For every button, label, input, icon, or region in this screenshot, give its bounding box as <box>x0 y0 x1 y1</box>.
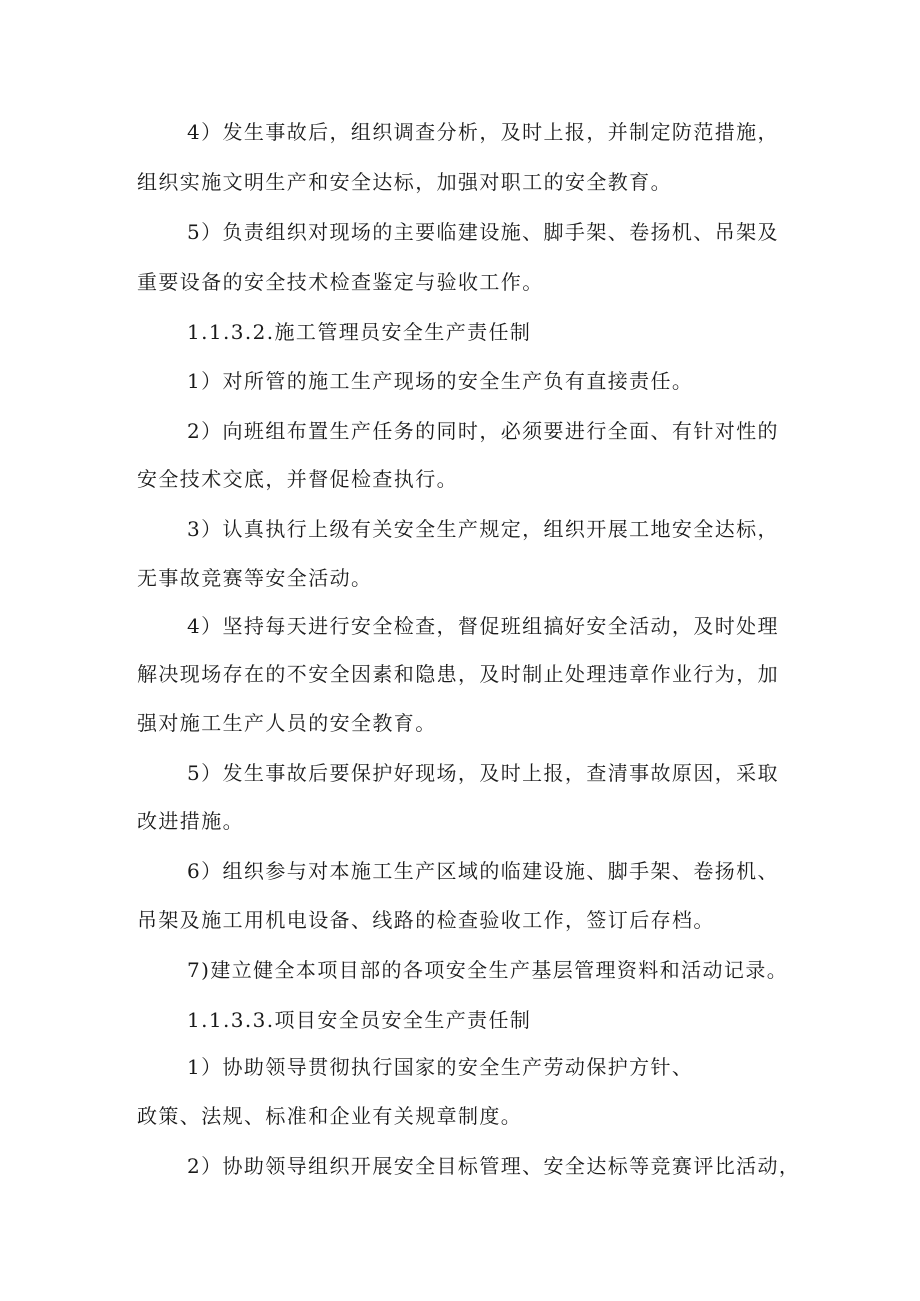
text-line-16: 6）组织参与对本施工生产区域的临建设施、脚手架、卷扬机、 <box>187 859 779 883</box>
text-line-12: 解决现场存在的不安全因素和隐患，及时制止处理违章作业行为，加 <box>137 662 779 686</box>
section-heading-1-1-3-3: 1.1.3.3.项目安全员安全生产责任制 <box>187 1008 532 1032</box>
text-line-7: 2）向班组布置生产任务的同时，必须要进行全面、有针对性的 <box>187 419 779 443</box>
text-line-18: 7)建立健全本项目部的各项安全生产基层管理资料和活动记录。 <box>187 958 789 982</box>
text-line-14: 5）发生事故后要保护好现场，及时上报，查清事故原因，采取 <box>187 761 779 785</box>
text-line-20: 1）协助领导贯彻执行国家的安全生产劳动保护方针、 <box>187 1055 694 1079</box>
text-line-22: 2）协助领导组织开展安全目标管理、安全达标等竞赛评比活动， <box>187 1154 801 1178</box>
section-heading-1-1-3-2: 1.1.3.2.施工管理员安全生产责任制 <box>187 320 532 344</box>
text-line-4: 重要设备的安全技术检查鉴定与验收工作。 <box>137 270 544 294</box>
text-line-2: 组织实施文明生产和安全达标，加强对职工的安全教育。 <box>137 170 672 194</box>
text-line-6: 1）对所管的施工生产现场的安全生产负有直接责任。 <box>187 369 694 393</box>
text-line-8: 安全技术交底，并督促检查执行。 <box>137 467 458 491</box>
text-line-9: 3）认真执行上级有关安全生产规定，组织开展工地安全达标， <box>187 517 779 541</box>
text-line-3: 5）负责组织对现场的主要临建设施、脚手架、卷扬机、吊架及 <box>187 220 779 244</box>
text-line-15: 改进措施。 <box>137 809 244 833</box>
text-line-10: 无事故竞赛等安全活动。 <box>137 566 373 590</box>
text-line-21: 政策、法规、标准和企业有关规章制度。 <box>137 1104 523 1128</box>
text-line-11: 4）坚持每天进行安全检查，督促班组搞好安全活动，及时处理 <box>187 614 779 638</box>
text-line-13: 强对施工生产人员的安全教育。 <box>137 711 437 735</box>
text-line-1: 4）发生事故后，组织调查分析，及时上报，并制定防范措施， <box>187 120 779 144</box>
text-line-17: 吊架及施工用机电设备、线路的检查验收工作，签订后存档。 <box>137 908 715 932</box>
